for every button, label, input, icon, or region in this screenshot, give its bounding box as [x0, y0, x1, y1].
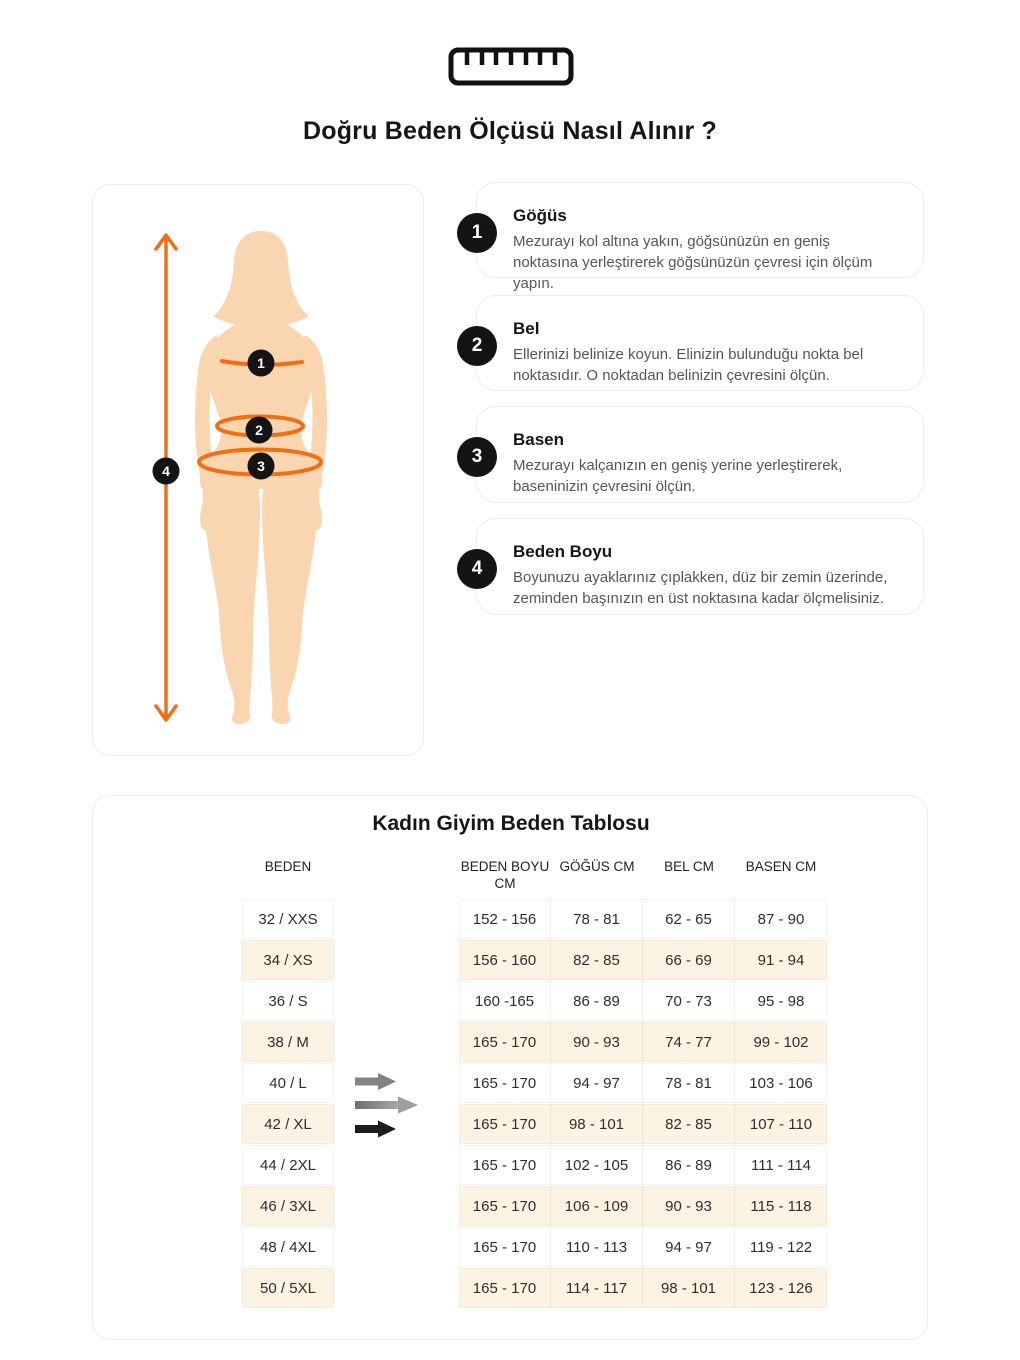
- hip-cell: 95 - 98: [757, 992, 805, 1010]
- instruction-text: Mezurayı kalçanızın en geniş yerine yerleştirerek, baseninizin çevresini ölçün.: [513, 457, 843, 495]
- hip-cell: 119 - 122: [749, 1238, 813, 1256]
- waist-cell: 70 - 73: [643, 981, 735, 1021]
- chest-cell: 98 - 101: [551, 1104, 643, 1144]
- hip-cell: 115 - 118: [750, 1197, 812, 1215]
- size-cell: 32 / XXS: [242, 899, 334, 939]
- hip-cell: 91 - 94: [757, 951, 805, 969]
- height-cell: 165 - 170: [459, 1186, 551, 1226]
- size-table-title: Kadın Giyim Beden Tablosu: [372, 812, 650, 835]
- size-cell: 48 / 4XL: [242, 1227, 334, 1267]
- waist-cell: 98 - 101: [643, 1268, 735, 1308]
- svg-text:4: 4: [162, 463, 170, 479]
- instruction-card-waist: [471, 295, 924, 391]
- chest-cell: 114 - 117: [551, 1268, 643, 1308]
- size-cell: 40 / L: [242, 1063, 334, 1103]
- height-cell: 156 - 160: [459, 940, 551, 980]
- measurement-row: [459, 1186, 827, 1226]
- height-cell: 165 - 170: [459, 1268, 551, 1308]
- measurement-row: [459, 1063, 827, 1103]
- waist-cell: 74 - 77: [643, 1022, 735, 1062]
- column-header-chest: GÖĞÜS CM: [559, 859, 635, 874]
- figure-badge-3: [248, 453, 275, 480]
- body-diagram-card: [92, 184, 424, 756]
- instruction-card-height: [471, 518, 924, 615]
- waist-cell: 90 - 93: [643, 1186, 735, 1226]
- size-column: [242, 899, 334, 1309]
- step-2-badge: [457, 326, 497, 366]
- svg-text:1: 1: [257, 355, 265, 371]
- waist-cell: 86 - 89: [643, 1145, 735, 1185]
- size-cell: 38 / M: [242, 1022, 334, 1062]
- measurement-row: [459, 1104, 827, 1144]
- size-cell: 50 / 5XL: [242, 1268, 334, 1308]
- column-header-waist: BEL CM: [664, 859, 714, 874]
- height-cell: 152 - 156: [459, 899, 551, 939]
- waist-cell: 66 - 69: [643, 940, 735, 980]
- height-cell: 165 - 170: [459, 1145, 551, 1185]
- height-cell: 160 -165: [459, 981, 551, 1021]
- size-cell: 36 / S: [242, 981, 334, 1021]
- svg-text:2: 2: [255, 422, 263, 438]
- chest-cell: 90 - 93: [551, 1022, 643, 1062]
- instruction-card-chest: [471, 182, 924, 292]
- instruction-title: Basen: [513, 430, 565, 449]
- chest-cell: 82 - 85: [551, 940, 643, 980]
- height-cell: 165 - 170: [459, 1063, 551, 1103]
- size-cell: 34 / XS: [242, 940, 334, 980]
- figure-badge-1: [248, 350, 275, 377]
- svg-text:3: 3: [257, 458, 265, 474]
- step-1-badge: [457, 213, 497, 253]
- instruction-title: Bel: [513, 319, 540, 338]
- measurement-row: [459, 940, 827, 980]
- hip-cell: 107 - 110: [749, 1115, 813, 1133]
- measurement-row: [459, 1022, 827, 1062]
- hip-cell: 103 - 106: [749, 1074, 813, 1092]
- size-table-card: [92, 795, 928, 1340]
- chest-cell: 94 - 97: [551, 1063, 643, 1103]
- waist-cell: 94 - 97: [643, 1227, 735, 1267]
- instruction-title: Beden Boyu: [513, 542, 613, 561]
- instruction-text: Boyunuzu ayaklarınız çıplakken, düz bir zemin üzerinde, zeminden başınızın en üst noktasına kadar ölçmelisiniz.: [513, 569, 888, 607]
- measurement-row: [459, 899, 827, 939]
- measurement-row: [459, 1145, 827, 1185]
- instruction-title: Göğüs: [513, 206, 567, 225]
- step-number: 2: [471, 335, 483, 356]
- waist-cell: 82 - 85: [643, 1104, 735, 1144]
- step-number: 4: [471, 558, 483, 579]
- measurement-row: [459, 981, 827, 1021]
- body-silhouette: [93, 185, 423, 755]
- step-number: 1: [471, 222, 483, 243]
- ruler-icon: [435, 46, 585, 88]
- size-cell: 46 / 3XL: [242, 1186, 334, 1226]
- measurement-row: [459, 1268, 827, 1308]
- table-header-row: [459, 858, 827, 892]
- waist-cell: 62 - 65: [643, 899, 735, 939]
- step-3-badge: [457, 437, 497, 477]
- column-header-height: BEDEN BOYU CM: [460, 859, 550, 891]
- column-header-size: BEDEN: [264, 859, 312, 874]
- size-cell: 42 / XL: [242, 1104, 334, 1144]
- chest-cell: 102 - 105: [551, 1145, 643, 1185]
- hip-cell: 87 - 90: [757, 910, 805, 928]
- step-number: 3: [471, 446, 483, 467]
- waist-cell: 78 - 81: [643, 1063, 735, 1103]
- instruction-text: Mezurayı kol altına yakın, göğsünüzün en geniş noktasına yerleştirerek göğsünüzün çevresi için ölçüm yapın.: [513, 233, 873, 292]
- size-cell: 44 / 2XL: [242, 1145, 334, 1185]
- figure-badge-4: [153, 458, 180, 485]
- height-cell: 165 - 170: [459, 1022, 551, 1062]
- chest-cell: 106 - 109: [551, 1186, 643, 1226]
- hip-cell: 123 - 126: [749, 1279, 813, 1297]
- column-header-hip: BASEN CM: [745, 859, 817, 874]
- measurement-table: [459, 899, 827, 1309]
- hip-cell: 99 - 102: [753, 1033, 809, 1051]
- step-4-badge: [457, 549, 497, 589]
- measurement-row: [459, 1227, 827, 1267]
- size-arrows-icon: [355, 1072, 431, 1144]
- height-cell: 165 - 170: [459, 1104, 551, 1144]
- hip-cell: 111 - 114: [750, 1156, 812, 1174]
- figure-badge-2: [246, 417, 273, 444]
- chest-cell: 86 - 89: [551, 981, 643, 1021]
- height-cell: 165 - 170: [459, 1227, 551, 1267]
- instruction-card-hip: [471, 406, 924, 503]
- page-title: Doğru Beden Ölçüsü Nasıl Alınır ?: [302, 117, 718, 145]
- chest-cell: 110 - 113: [551, 1227, 643, 1267]
- instruction-text: Ellerinizi belinize koyun. Elinizin bulunduğu nokta bel noktasıdır. O noktadan belinizin çevresini ölçün.: [513, 346, 864, 384]
- chest-cell: 78 - 81: [551, 899, 643, 939]
